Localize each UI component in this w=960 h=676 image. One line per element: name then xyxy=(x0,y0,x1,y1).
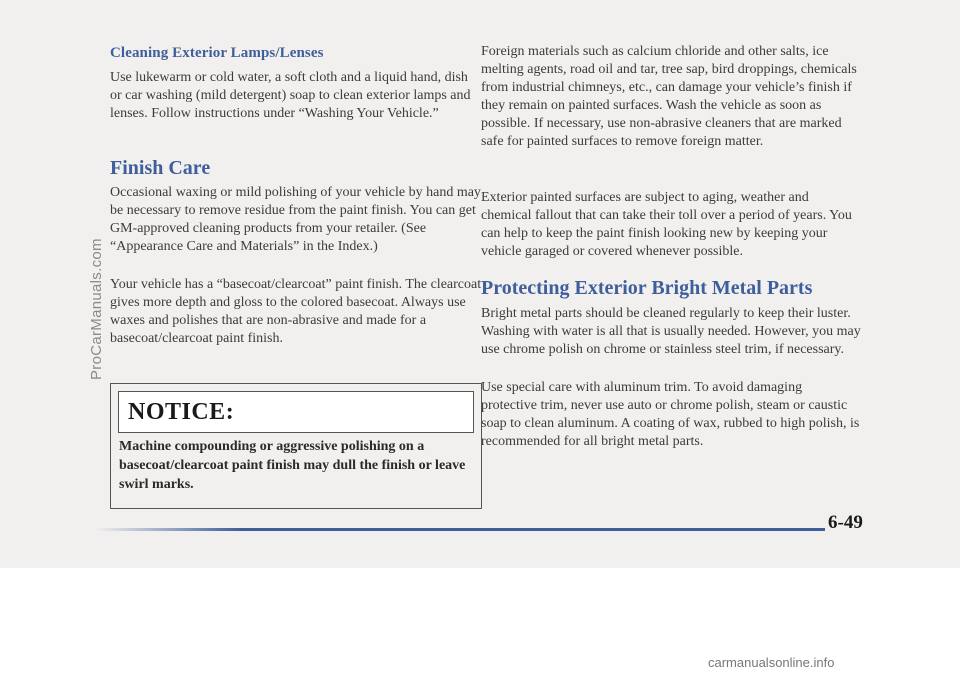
notice-title-box xyxy=(118,391,474,433)
paragraph-aging: Exterior painted surfaces are subject to aging, weather and chemical fallout that can take their toll over a period of years. You can help to keep the paint finish looking new by keeping your vehicle garaged or covered whenever possible. xyxy=(481,190,852,259)
notice-text: Machine compounding or aggressive polishing on a basecoat/clearcoat paint finish may dull the finish or leave swirl marks. xyxy=(119,439,466,492)
paragraph-bright-metal: Bright metal parts should be cleaned regularly to keep their luster. Washing with water is all that is usually needed. However, you may use chrome polish on chrome or stainless steel trim, if necessary. xyxy=(481,306,861,357)
heading-bright-metal: Protecting Exterior Bright Metal Parts xyxy=(481,277,813,299)
paragraph-foreign-materials: Foreign materials such as calcium chloride and other salts, ice melting agents, road oil and tar, tree sap, bird droppings, chemicals from industrial chimneys, etc., can damage your vehicle’s finish if they remain on painted surfaces. Wash the vehicle as soon as possible. If necessary, use non-abrasive cleaners that are marked safe for painted surfaces to remove foreign matter. xyxy=(481,44,857,149)
page-number: 6-49 xyxy=(828,512,863,533)
footer-rule xyxy=(95,528,825,531)
paragraph-basecoat: Your vehicle has a “basecoat/clearcoat” paint finish. The clearcoat gives more depth and gloss to the colored basecoat. Always use waxes and polishes that are non-abrasive and made for a basecoat/clearcoat paint finish. xyxy=(110,277,482,346)
side-watermark: ProCarManuals.com xyxy=(88,238,105,380)
paragraph-aluminum: Use special care with aluminum trim. To avoid damaging protective trim, never use auto or chrome polish, steam or caustic soap to clean aluminum. A coating of wax, rubbed to high polish, is recommended for all bright metal parts. xyxy=(481,380,860,449)
notice-title: NOTICE: xyxy=(128,399,235,425)
notice-box xyxy=(110,383,482,509)
subheading-cleaning-lamps: Cleaning Exterior Lamps/Lenses xyxy=(110,45,324,61)
paragraph-cleaning-lamps: Use lukewarm or cold water, a soft cloth and a liquid hand, dish or car washing (mild detergent) soap to clean exterior lamps and lenses. Follow instructions under “Washing Your Vehicle.” xyxy=(110,70,471,121)
heading-finish-care: Finish Care xyxy=(110,157,211,179)
bottom-watermark: carmanualsonline.info xyxy=(708,655,835,670)
paragraph-waxing: Occasional waxing or mild polishing of your vehicle by hand may be necessary to remove residue from the paint finish. You can get GM-approved cleaning products from your retailer. (See “Appearance Care and Materials” in the Index.) xyxy=(110,185,481,254)
